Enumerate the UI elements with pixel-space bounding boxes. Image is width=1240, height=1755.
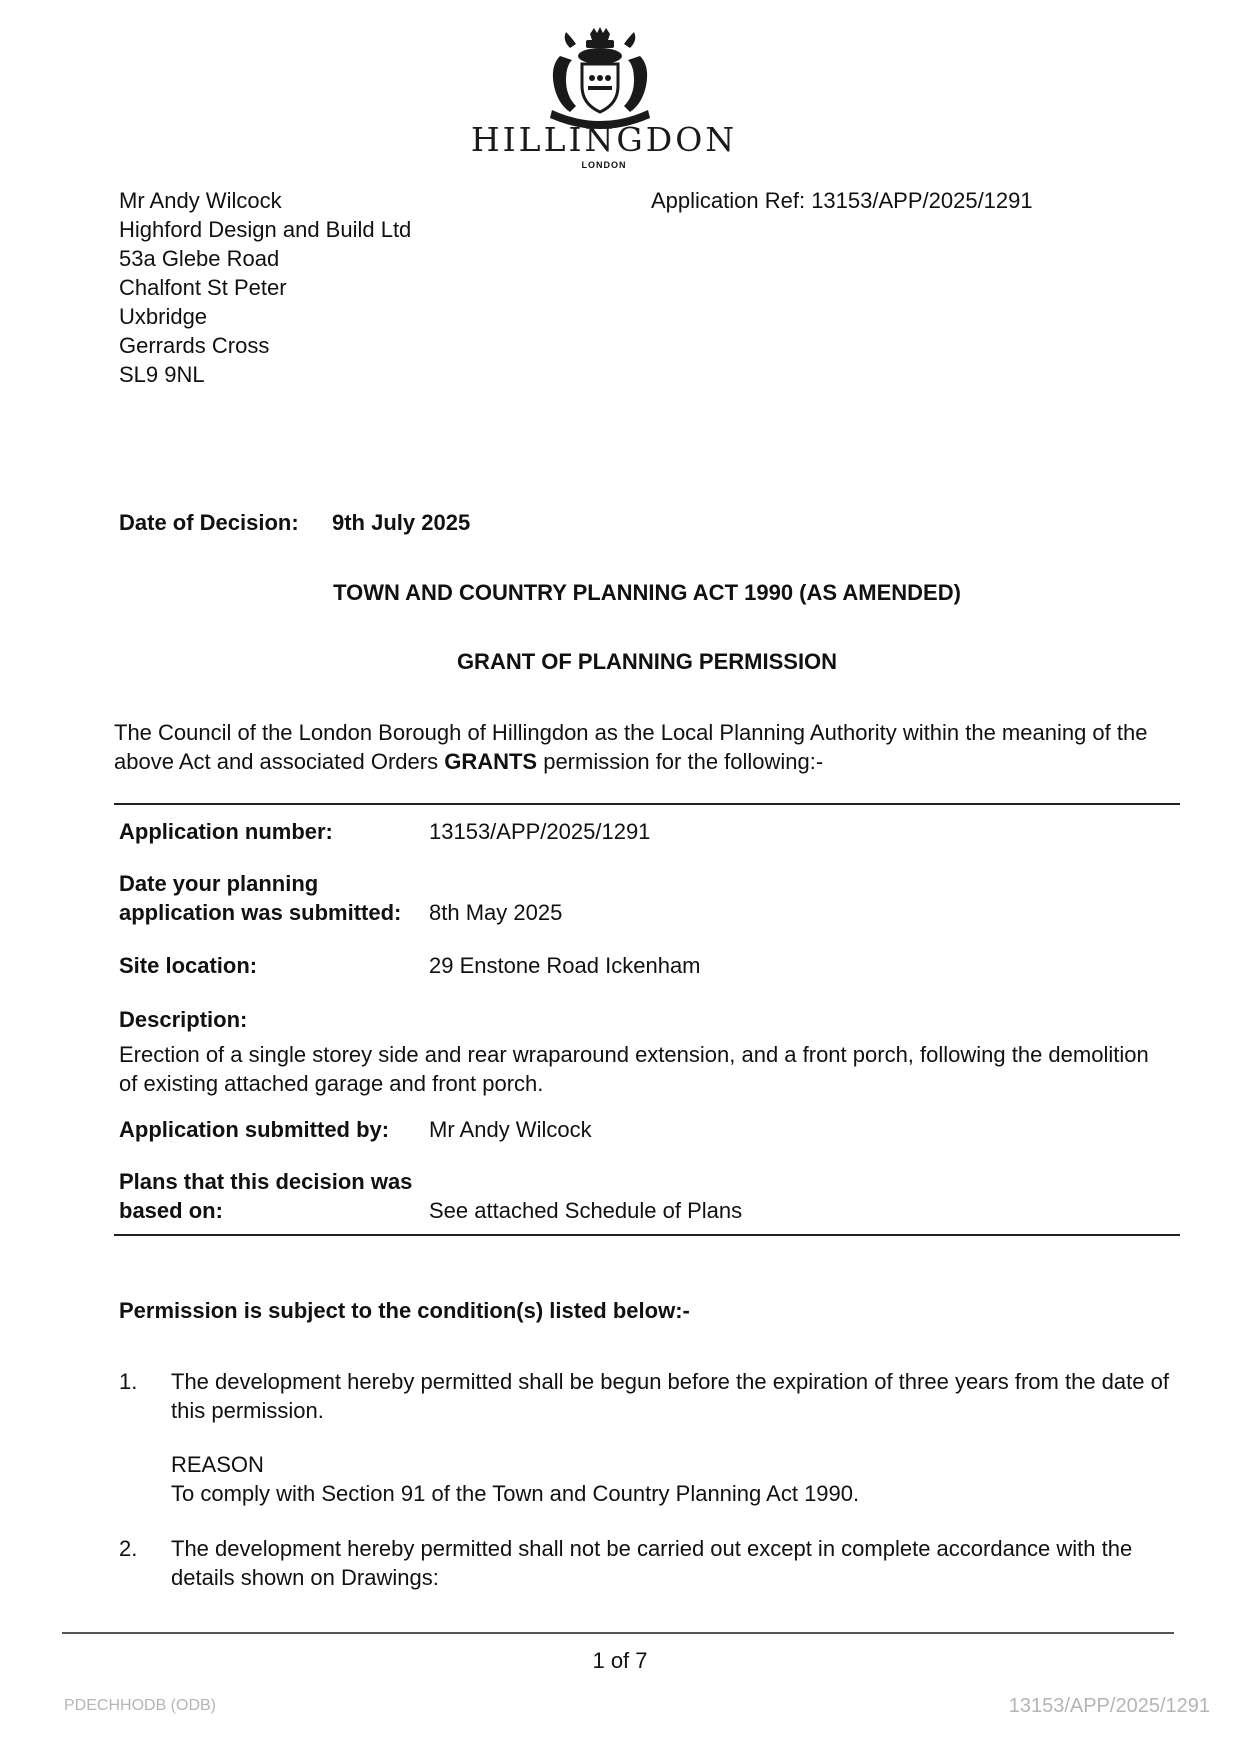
application-ref: Application Ref: 13153/APP/2025/1291 [651,188,1033,213]
details-bottom-rule [114,1234,1180,1236]
address-line: Gerrards Cross [119,333,270,358]
address-line: 53a Glebe Road [119,246,280,271]
conditions-heading: Permission is subject to the condition(s) listed below:- [119,1298,690,1323]
condition-number: 2. [119,1536,138,1561]
address-line: Chalfont St Peter [119,275,287,300]
plans-label [119,1167,412,1225]
date-submitted-label-line: Date your planning [119,871,319,896]
address-line: Mr Andy Wilcock [119,188,282,213]
description-label: Description: [119,1007,248,1032]
footer-rule [62,1632,1174,1634]
site-location-value: 29 Enstone Road Ickenham [429,953,701,978]
act-title: TOWN AND COUNTRY PLANNING ACT 1990 (AS AMENDED) [333,580,961,605]
address-line: Uxbridge [119,304,208,329]
intro-paragraph [114,718,1174,776]
application-number-value: 13153/APP/2025/1291 [429,819,651,844]
council-wordmark: HILLINGDON [470,120,738,159]
condition-number: 1. [119,1369,138,1394]
plans-label-line: based on: [119,1198,223,1223]
grant-title: GRANT OF PLANNING PERMISSION [456,649,838,674]
date-submitted-label-line: application was submitted: [119,900,402,925]
submitted-by-value: Mr Andy Wilcock [429,1117,592,1142]
plans-label-line: Plans that this decision was [119,1169,413,1194]
address-line: SL9 9NL [119,362,205,387]
intro-text-2: permission for the following:- [537,749,824,774]
page-number: 1 of 7 [592,1648,648,1673]
date-submitted-label [119,869,401,927]
site-location-label: Site location: [119,953,258,978]
intro-text-1: The Council of the London Borough of Hillingdon as the Local Planning Authority within the meaning of the above Act and associated Orders [114,720,1148,774]
footer-ref: 13153/APP/2025/1291 [1008,1695,1210,1717]
submitted-by-label: Application submitted by: [119,1117,390,1142]
condition-text: The development hereby permitted shall not be carried out except in complete accordance with the details shown on Drawings: [171,1536,1133,1590]
decision-date-value: 9th July 2025 [332,510,471,535]
condition-reason-label: REASON [171,1452,264,1477]
address-line: Highford Design and Build Ltd [119,217,412,242]
footer-doc-code: PDECHHODB (ODB) [64,1697,217,1714]
decision-date-label: Date of Decision: [119,510,299,535]
council-crest-icon [530,26,670,134]
intro-grants-word: GRANTS [444,749,538,774]
details-top-rule [114,803,1180,805]
recipient-address [119,186,411,389]
application-number-label: Application number: [119,819,333,844]
plans-value: See attached Schedule of Plans [429,1198,743,1223]
condition-reason-text: To comply with Section 91 of the Town and Country Planning Act 1990. [171,1481,860,1506]
council-sub-wordmark: LONDON [581,160,627,170]
decision-date [119,508,471,537]
condition-text: The development hereby permitted shall be begun before the expiration of three years from the date of this permission. [171,1369,1169,1423]
date-submitted-value: 8th May 2025 [429,900,563,925]
description-value: Erection of a single storey side and rear wraparound extension, and a front porch, following the demolition of existing attached garage and front porch. [119,1042,1149,1096]
